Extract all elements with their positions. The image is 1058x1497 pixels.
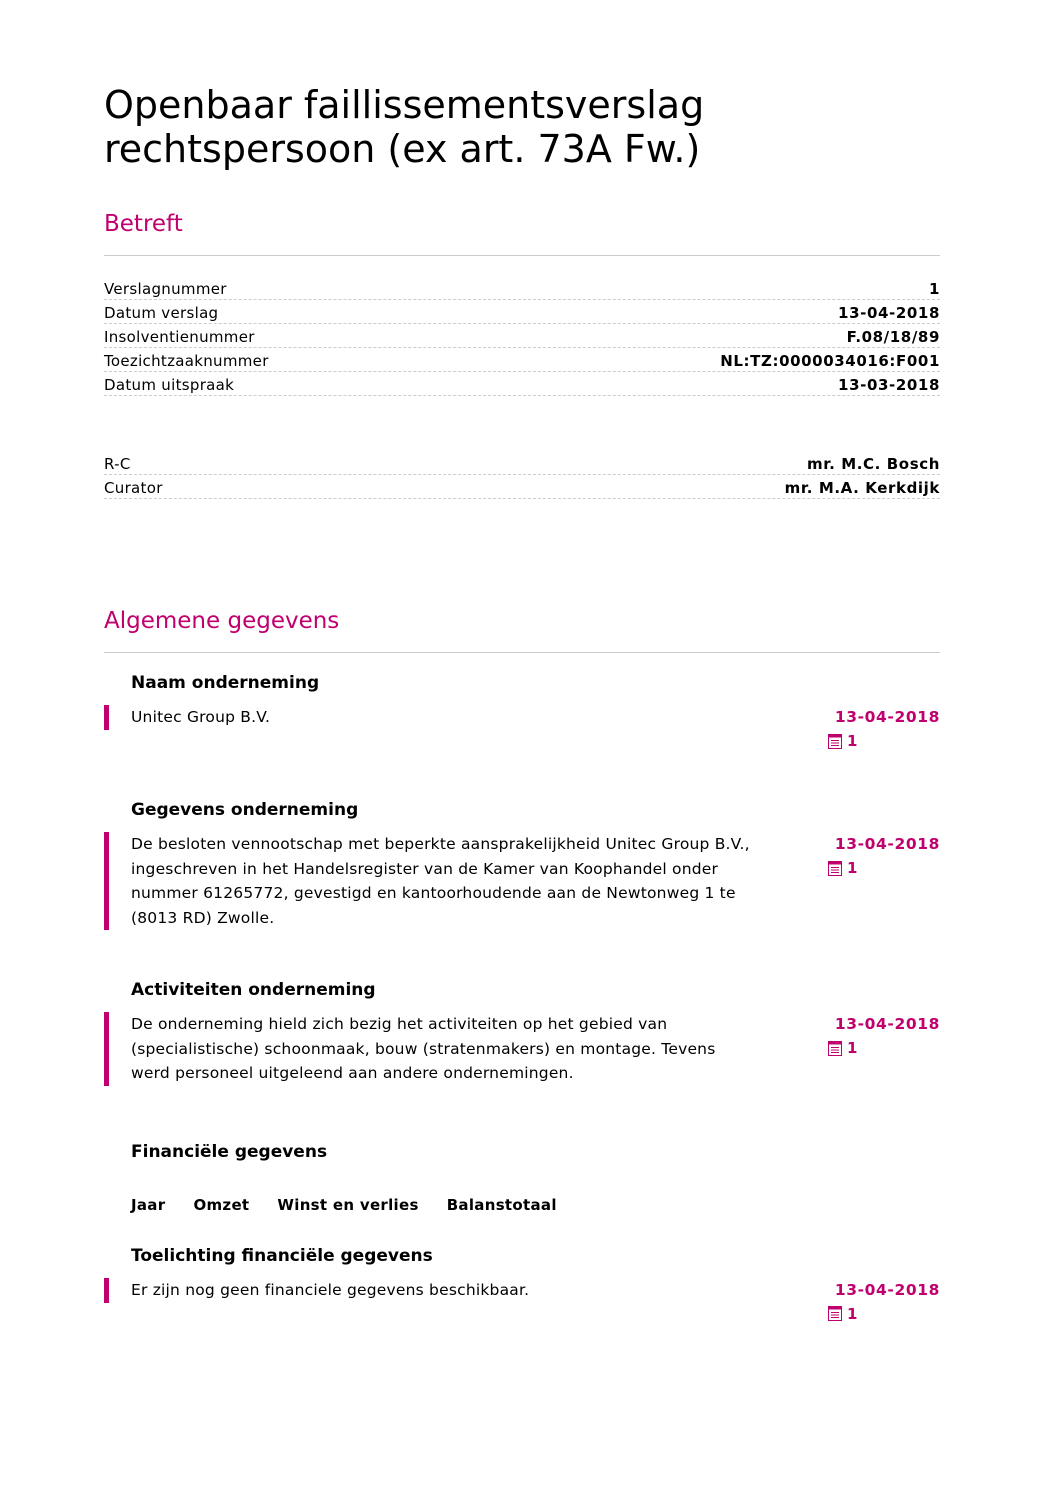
document-title <box>104 0 940 171</box>
label-datum-verslag: Datum verslag <box>104 304 219 322</box>
document-icon <box>828 734 842 749</box>
entry-gegevens-onderneming <box>104 832 940 930</box>
entry-text <box>131 1012 791 1086</box>
column-header-winst-en-verlies: Winst en verlies <box>277 1195 419 1214</box>
entry-text-line: nummer 61265772, gevestigd en kantoorhoudende aan de Newtonweg 1 te <box>131 884 736 902</box>
section-divider <box>104 652 940 653</box>
label-toezichtzaaknummer: Toezichtzaaknummer <box>104 352 269 370</box>
report-reference-number: 1 <box>847 859 858 877</box>
entry-accent-bar <box>104 1278 109 1303</box>
entry-naam-onderneming <box>104 705 940 750</box>
value-datum-uitspraak: 13-03-2018 <box>838 376 940 394</box>
row-rc <box>104 451 940 475</box>
heading-naam-onderneming: Naam onderneming <box>131 673 320 693</box>
heading-gegevens-onderneming: Gegevens onderneming <box>131 800 359 820</box>
entry-text-line: De onderneming hield zich bezig het activiteiten op het gebied van <box>131 1015 668 1033</box>
report-reference-number: 1 <box>847 1039 858 1057</box>
report-reference-link[interactable] <box>828 1304 940 1324</box>
value-rc: mr. M.C. Bosch <box>807 455 940 473</box>
entry-activiteiten-onderneming <box>104 1012 940 1086</box>
column-header-jaar: Jaar <box>131 1195 166 1214</box>
entry-date: 13-04-2018 <box>834 1015 940 1033</box>
entry-text <box>131 832 791 930</box>
entry-meta <box>828 1012 940 1058</box>
label-datum-uitspraak: Datum uitspraak <box>104 376 235 394</box>
heading-activiteiten-onderneming: Activiteiten onderneming <box>131 980 376 1000</box>
label-curator: Curator <box>104 479 163 497</box>
label-verslagnummer: Verslagnummer <box>104 280 227 298</box>
row-insolventienummer <box>104 324 940 348</box>
entry-meta <box>828 705 940 751</box>
entry-text: Er zijn nog geen financiele gegevens beschikbaar. <box>131 1280 530 1299</box>
value-toezichtzaaknummer: NL:TZ:0000034016:F001 <box>720 352 940 370</box>
row-curator <box>104 475 940 499</box>
entry-date: 13-04-2018 <box>834 708 940 726</box>
value-curator: mr. M.A. Kerkdijk <box>784 479 940 497</box>
report-reference-link[interactable] <box>828 1038 940 1058</box>
entry-meta <box>828 832 940 878</box>
people-table <box>104 451 940 499</box>
value-datum-verslag: 13-04-2018 <box>838 304 940 322</box>
entry-toelichting-financiele-gegevens <box>104 1278 940 1323</box>
document-icon <box>828 861 842 876</box>
title-line-1: Openbaar faillissementsverslag <box>104 83 705 127</box>
report-reference-number: 1 <box>847 732 858 750</box>
row-datum-verslag <box>104 300 940 324</box>
section-heading-betreft: Betreft <box>104 211 183 237</box>
value-verslagnummer: 1 <box>928 280 940 298</box>
document-icon <box>828 1306 842 1321</box>
entry-text-line: (8013 RD) Zwolle. <box>131 908 275 927</box>
entry-text-line: (specialistische) schoonmaak, bouw (stratenmakers) en montage. Tevens <box>131 1039 716 1058</box>
title-line-2: rechtspersoon (ex art. 73A Fw.) <box>104 127 701 171</box>
entry-text: Unitec Group B.V. <box>131 708 271 726</box>
entry-accent-bar <box>104 1012 109 1086</box>
entry-meta <box>828 1278 940 1324</box>
label-insolventienummer: Insolventienummer <box>104 328 255 346</box>
financial-table-header <box>131 1196 940 1214</box>
heading-toelichting-financiele-gegevens: Toelichting financiële gegevens <box>131 1245 433 1266</box>
heading-financiele-gegevens: Financiële gegevens <box>131 1141 328 1162</box>
entry-date: 13-04-2018 <box>834 1280 940 1299</box>
row-verslagnummer <box>104 276 940 300</box>
report-page <box>104 0 940 1323</box>
entry-accent-bar <box>104 832 109 930</box>
report-reference-link[interactable] <box>828 858 940 878</box>
column-header-omzet: Omzet <box>193 1195 250 1214</box>
entry-text-line: De besloten vennootschap met beperkte aansprakelijkheid Unitec Group B.V., <box>131 835 750 853</box>
column-header-balanstotaal: Balanstotaal <box>446 1195 557 1214</box>
case-details-table <box>104 276 940 396</box>
section-divider <box>104 255 940 256</box>
document-icon <box>828 1041 842 1056</box>
entry-date: 13-04-2018 <box>834 835 940 853</box>
entry-text-line: ingeschreven in het Handelsregister van de Kamer van Koophandel onder <box>131 859 719 878</box>
row-datum-uitspraak <box>104 372 940 396</box>
label-rc: R-C <box>104 455 131 473</box>
entry-accent-bar <box>104 705 109 730</box>
value-insolventienummer: F.08/18/89 <box>846 328 940 346</box>
entry-text-line: werd personeel uitgeleend aan andere ondernemingen. <box>131 1064 574 1082</box>
report-reference-link[interactable] <box>828 731 940 751</box>
report-reference-number: 1 <box>847 1304 858 1323</box>
row-toezichtzaaknummer <box>104 348 940 372</box>
section-heading-algemene-gegevens: Algemene gegevens <box>104 608 340 634</box>
